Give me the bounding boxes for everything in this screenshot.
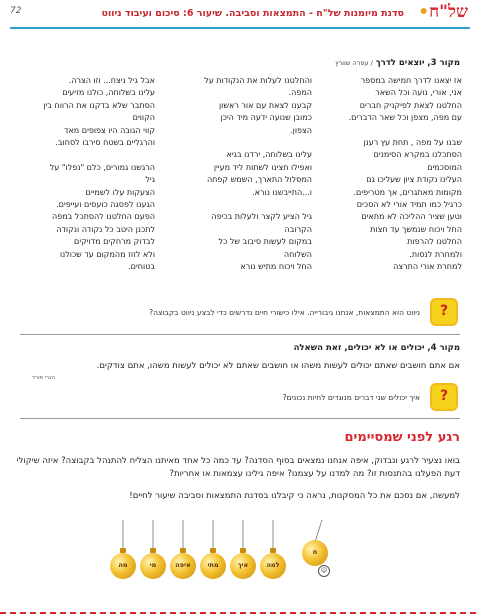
poem-line: קווי הגובה היו צפופים מאד bbox=[64, 125, 155, 135]
poem-line: עלינו בשלוחה, כולנו מזיעים bbox=[62, 88, 155, 98]
poem-line: גיל הציע לקצר ולעלות בכיפה bbox=[211, 212, 312, 222]
poem-line: במקום לעשות סיבוב של כל bbox=[218, 237, 312, 247]
poem-column-3 bbox=[15, 75, 155, 273]
shelach-logo: של"ח• bbox=[418, 2, 468, 22]
poem-line: הגענו לפסגה כועסים ועייפים. bbox=[56, 200, 155, 210]
source4-title: מקור 4, יכולים או לא יכולים, זאת השאלה bbox=[293, 343, 460, 353]
stanza-gap bbox=[172, 199, 312, 211]
section-paragraph-1: בואו נצעיר לרגע ונבדוק, איפה אנחנו נמצאים בסוף הסדנה? עד כמה כל אחד מאיתנו הצליח להתנהל בקבוצה? איזה שיקולי דעת הפעלנו בהתנסות זו? מה למדנו על עצמנו? איפה גילינו עצמאות או אחריות? bbox=[16, 456, 460, 479]
poem-line: אבל גיל ניצח... וזו הצרה. bbox=[68, 76, 155, 85]
source4-credit: הנרי פורד bbox=[32, 375, 55, 381]
poem-line: החלטנו לצאת לפיקניק חברים bbox=[359, 100, 462, 110]
poem-line: השלוחה bbox=[283, 249, 312, 259]
poem-line: הסתבר שלא בדקנו את הרווח בין bbox=[43, 100, 155, 110]
page-header bbox=[0, 0, 480, 30]
poem-line: ולא לזוז מהמקום עד שכולנו bbox=[59, 249, 155, 259]
poem-line: מקומות מאתגרים, אך מטריפים. bbox=[353, 187, 462, 197]
cradle-ball-label: למה bbox=[266, 561, 280, 569]
poem-line: וטען שציר ההליכה לא מתאים bbox=[361, 212, 462, 222]
cradle-ball bbox=[170, 553, 196, 579]
question-mark-icon: ? bbox=[432, 385, 456, 409]
header-divider bbox=[10, 27, 470, 29]
poem-line: למחרת אורי התרצה bbox=[393, 262, 462, 272]
header-title: סדנת מיומנות של"ח - התמצאות וסביבה. שיעור 6: סיכום ועיבוד ניווט bbox=[101, 8, 404, 19]
stanza-gap bbox=[327, 125, 462, 137]
poem-line: החל ויכוח שנמשך עד חצות bbox=[370, 224, 462, 234]
poem-line: בטוחים. bbox=[128, 262, 155, 272]
poem-line: כרגיל כמו תמיד אורי לא הסכים bbox=[356, 200, 462, 210]
question-mark-icon: ? bbox=[432, 300, 456, 324]
poem-line: אני, אורי, נועה וכל השאר bbox=[375, 88, 462, 98]
source3-title bbox=[335, 58, 460, 68]
poem-line: עם מפה, מצפן וכל שאר הדברים. bbox=[348, 113, 462, 123]
poem-line: הסתכלנו במקרא הסימנים bbox=[373, 150, 462, 160]
poem-line: לבדוק מרחקים מדויקים bbox=[74, 237, 155, 247]
cradle-ball-label: מתי bbox=[207, 561, 219, 569]
source4-quote: אם אתם חושבים שאתם יכולים לעשות משהו או חושבים שאתם לא יכולים לעשות משהו, אתם צודקים. bbox=[96, 361, 460, 371]
cradle-ball-swinging bbox=[302, 540, 328, 566]
poem-line: עלינו בשלוחה, ירדנו בגיא bbox=[226, 150, 312, 160]
cradle-ball-label: איך bbox=[237, 561, 249, 569]
poem-line: והחלטנו לעלות את הנקודות על bbox=[204, 76, 312, 85]
newtons-cradle-illustration bbox=[90, 520, 330, 595]
poem-line: המסלול התארך, השמש קפחה bbox=[206, 175, 312, 185]
poem-column-1 bbox=[327, 75, 462, 273]
source3-author: / עפרה שוורץ bbox=[335, 59, 373, 67]
poem-line: המוסכמים bbox=[427, 162, 462, 172]
poem-line: הפעם החלטנו להסתכל במפה bbox=[51, 212, 155, 222]
poem-line: הצעקות עלו לשמיים bbox=[85, 187, 155, 197]
logo-text: של"ח bbox=[429, 2, 468, 22]
poem-line: הצפון. bbox=[290, 125, 312, 135]
stanza-gap bbox=[15, 149, 155, 161]
page-number: 72 bbox=[10, 6, 22, 16]
cradle-ball bbox=[230, 553, 256, 579]
poem-line: הרגשנו גמורים, כלם "נפלו" על bbox=[49, 162, 155, 172]
cradle-ball bbox=[140, 553, 166, 579]
section-paragraph-2: למעשה, אם נסכם את כל המסקנות, נראה כי קיבלנו בסדנת התמצאות וסביבה שיעור לחיים! bbox=[129, 491, 460, 501]
source3-question: ניווט הוא התמצאות, אנחנו גיבורייה. אילו כישורי חיים נדרשים כדי לבצע ניווט בקבוצה? bbox=[149, 308, 420, 317]
bottom-border-decoration bbox=[0, 610, 480, 616]
poem-line: הקרובה bbox=[284, 224, 312, 234]
cradle-ball bbox=[260, 553, 286, 579]
poem-line: גיל bbox=[145, 175, 155, 185]
smiley-icon: ☺ bbox=[318, 565, 330, 577]
poem-line: אז יצאנו לדרך חמישה במספר bbox=[360, 76, 462, 85]
stanza-gap bbox=[172, 137, 312, 149]
poem-line: החל ויכוח מתיש נורא bbox=[240, 262, 312, 272]
poem-line: הקווים bbox=[132, 113, 155, 123]
poem-line: המפה. bbox=[288, 88, 312, 98]
poem-line: והרגליים בשטח סירבו לסחוב. bbox=[55, 138, 155, 148]
cradle-ball-label: ח bbox=[312, 548, 318, 556]
poem-line: כמובן שנועה ידעה מיד היכן bbox=[220, 113, 312, 123]
poem-line: שבנו על מפה , תחת עץ רענן bbox=[363, 138, 462, 148]
poem-line: קבענו לצאת עם אור ראשון bbox=[218, 100, 312, 110]
source4-question: איך יכולים שני דברים מנוגדים לחיות נכונים? bbox=[282, 393, 420, 402]
poem-column-2 bbox=[172, 75, 312, 273]
poem-line: החלטנו להרפות bbox=[407, 237, 462, 247]
cradle-ball-label: איפה bbox=[175, 561, 191, 569]
cradle-ball bbox=[110, 553, 136, 579]
poem-line: ואפילו חצינו לשתות ליד מעיין bbox=[213, 162, 312, 172]
poem-line: לתכנן היטב כל נקודה ונקודה bbox=[56, 224, 155, 234]
source3-title-text: מקור 3, יוצאים לדרך bbox=[375, 58, 460, 68]
poem-line: ו...התייבשנו נורא. bbox=[252, 187, 312, 197]
section-title: רגע לפני שמסיימים bbox=[344, 430, 460, 445]
section-divider bbox=[20, 334, 460, 335]
cradle-ball-label: מה bbox=[118, 561, 128, 569]
section-divider bbox=[20, 418, 460, 419]
poem-line: העלינו נקודת ציון שעליכו גם bbox=[366, 175, 462, 185]
poem-line: ולמחרת לנסות. bbox=[409, 249, 462, 259]
cradle-ball bbox=[200, 553, 226, 579]
cradle-ball-label: מי bbox=[149, 561, 157, 569]
